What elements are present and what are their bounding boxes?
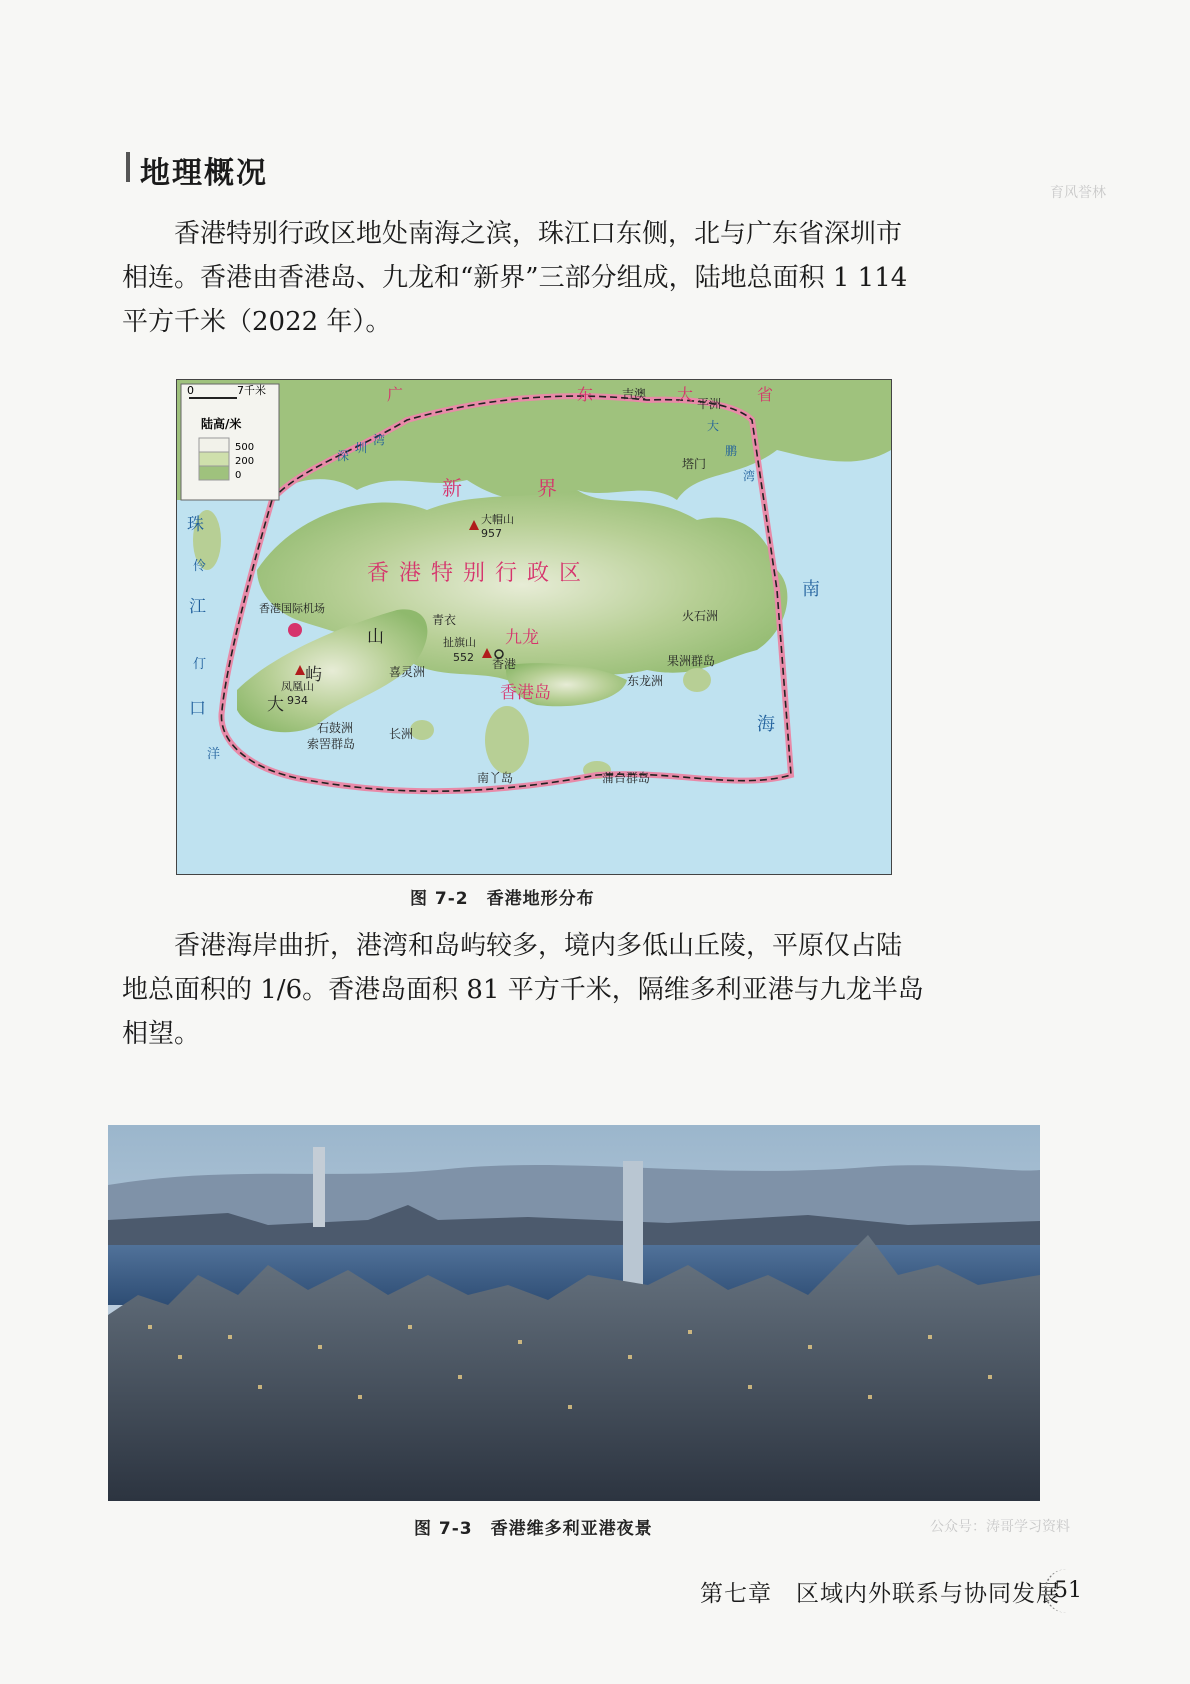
place-ninepin: 果洲群岛 — [667, 654, 716, 668]
figure-caption-photo: 图 7-3 香港维多利亚港夜景 — [414, 1519, 653, 1539]
label-dapeng-bay: 湾 — [743, 469, 756, 483]
tower-ifc — [623, 1161, 643, 1291]
label-zhujiang: 仃 — [193, 657, 207, 672]
paragraph-line: 平方千米（2022 年）。 — [122, 307, 392, 337]
label-guangdong: 大 — [677, 385, 694, 404]
label-sar: 香港特别行政区 — [367, 561, 592, 586]
label-lantau: 山 — [367, 627, 384, 647]
place-kat-o: 吉澳 — [622, 387, 647, 401]
label-guangdong: 省 — [757, 385, 774, 404]
paragraph-line: 香港特别行政区地处南海之滨，珠江口东侧，北与广东省深圳市 — [174, 219, 903, 249]
label-zhujiang: 口 — [189, 699, 206, 719]
label-zhujiang: 洋 — [207, 747, 221, 762]
night-view-svg — [108, 1125, 1040, 1501]
place-hong-kong: 香港 — [492, 657, 517, 671]
peak-name: 大帽山 — [481, 513, 514, 526]
label-shenzhen-bay: 圳 — [355, 441, 368, 455]
cheung-chau — [410, 720, 434, 740]
scale-distance: 7千米 — [237, 384, 266, 397]
place-tap-mun: 塔门 — [682, 457, 707, 471]
label-shenzhen-bay: 深 — [337, 449, 350, 463]
paragraph-line: 地总面积的 1/6。香港岛面积 81 平方千米，隔维多利亚港与九龙半岛 — [122, 975, 924, 1005]
watermark-top: 育风誉林 — [1050, 185, 1106, 201]
paragraph-line: 相连。香港由香港岛、九龙和“新界”三部分组成，陆地总面积 1 114 — [122, 263, 908, 293]
place-lamma: 南丫岛 — [477, 771, 514, 785]
legend-level: 200 — [235, 456, 255, 467]
place-soko-islands: 索罟群岛 — [307, 737, 356, 751]
legend-level: 0 — [235, 470, 242, 481]
label-dapeng-bay: 鹏 — [725, 444, 738, 458]
figure-caption-map: 图 7-2 香港地形分布 — [410, 889, 595, 909]
legend-swatch-mid — [199, 452, 229, 466]
label-guangdong: 广 — [387, 385, 404, 404]
scale-zero: 0 — [187, 384, 194, 397]
legend-box — [181, 384, 279, 500]
place-cheung-chau: 长洲 — [389, 727, 414, 741]
label-xinjie: 新 — [442, 476, 462, 500]
place-basalt-island: 火石洲 — [682, 609, 719, 623]
place-shek-kwu-chau: 石鼓洲 — [317, 721, 354, 735]
place-ping-chau: 平洲 — [697, 397, 722, 411]
peak-height: 934 — [287, 694, 308, 707]
map-svg — [177, 380, 891, 874]
paragraph-2 — [122, 924, 942, 1056]
label-zhujiang: 江 — [189, 597, 206, 617]
legend-swatch-high — [199, 438, 229, 452]
label-shenzhen-bay: 湾 — [373, 433, 386, 447]
label-xinjie: 界 — [537, 476, 557, 500]
place-po-toi: 蒲台群岛 — [602, 771, 651, 785]
legend-swatch-low — [199, 466, 229, 480]
peak-height: 957 — [481, 527, 502, 540]
paragraph-line: 相望。 — [122, 1019, 201, 1049]
section-title: 地理概况 — [140, 148, 268, 192]
legend-level: 500 — [235, 442, 255, 453]
label-zhujiang: 珠 — [187, 515, 204, 535]
paragraph-1 — [122, 212, 942, 344]
peak-height: 552 — [453, 651, 474, 664]
label-lantau: 屿 — [305, 665, 322, 685]
label-lantau: 大 — [267, 695, 284, 715]
watermark-bottom: 公众号：涛哥学习资料 — [930, 1519, 1070, 1535]
label-guangdong: 东 — [577, 385, 594, 404]
tower-icc — [313, 1147, 325, 1227]
airport-icon — [288, 623, 302, 637]
peak-name: 扯旗山 — [443, 636, 476, 649]
victoria-harbour-photo — [108, 1125, 1040, 1501]
peak-name: 凤凰山 — [281, 680, 314, 693]
place-tsing-yi: 青衣 — [432, 613, 457, 627]
label-dapeng-bay: 大 — [707, 419, 720, 433]
place-airport: 香港国际机场 — [259, 602, 325, 615]
page-number: 51 — [1044, 1569, 1090, 1613]
label-zhujiang: 伶 — [193, 559, 207, 574]
paragraph-line: 香港海岸曲折，港湾和岛屿较多，境内多低山丘陵，平原仅占陆 — [174, 931, 903, 961]
label-south-sea: 海 — [757, 714, 775, 735]
place-hei-ling-chau: 喜灵洲 — [389, 665, 426, 679]
label-kowloon: 九龙 — [505, 628, 539, 648]
label-hk-island: 香港岛 — [500, 683, 551, 703]
ninepin-islands — [683, 668, 711, 692]
hong-kong-terrain-map — [176, 379, 892, 875]
chapter-footer: 第七章 区域内外联系与协同发展 — [700, 1581, 1060, 1607]
label-south-sea: 南 — [802, 579, 820, 600]
place-tung-lung: 东龙洲 — [627, 674, 664, 688]
legend-title: 陆高/米 — [201, 417, 242, 431]
lamma-island — [485, 706, 529, 774]
